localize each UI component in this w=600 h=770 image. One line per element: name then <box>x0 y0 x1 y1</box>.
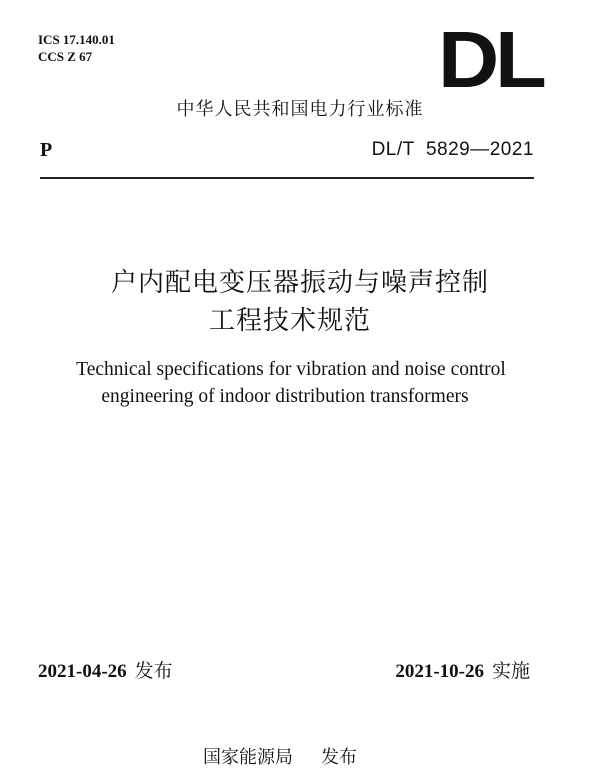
issue-date-value: 2021-04-26 <box>38 661 127 682</box>
title-zh-line1: 户内配电变压器振动与噪声控制 <box>110 268 489 298</box>
ccs-code: CCS Z 67 <box>38 49 93 64</box>
publisher-label: 发布 <box>321 747 357 768</box>
issuing-body-title: 中华人民共和国电力行业标准 <box>176 99 424 120</box>
issue-date <box>38 659 173 684</box>
title-en-line2: engineering of indoor distribution transformers <box>101 386 469 407</box>
implementation-date-label: 实施 <box>491 660 530 682</box>
implementation-date-value: 2021-10-26 <box>395 661 484 682</box>
title-zh-line2: 工程技术规范 <box>208 306 371 336</box>
dl-logo: DL <box>438 15 543 104</box>
publisher-name: 国家能源局 <box>203 747 293 768</box>
implementation-date <box>395 659 530 684</box>
classification-code: P <box>40 139 53 161</box>
title-en-line1: Technical specifications for vibration and noise control <box>76 359 506 380</box>
standard-number: DL/T 5829—2021 <box>371 139 534 160</box>
issue-date-label: 发布 <box>134 660 173 682</box>
header-divider <box>40 177 534 179</box>
ics-code: ICS 17.140.01 <box>38 32 115 47</box>
publisher <box>0 746 560 770</box>
